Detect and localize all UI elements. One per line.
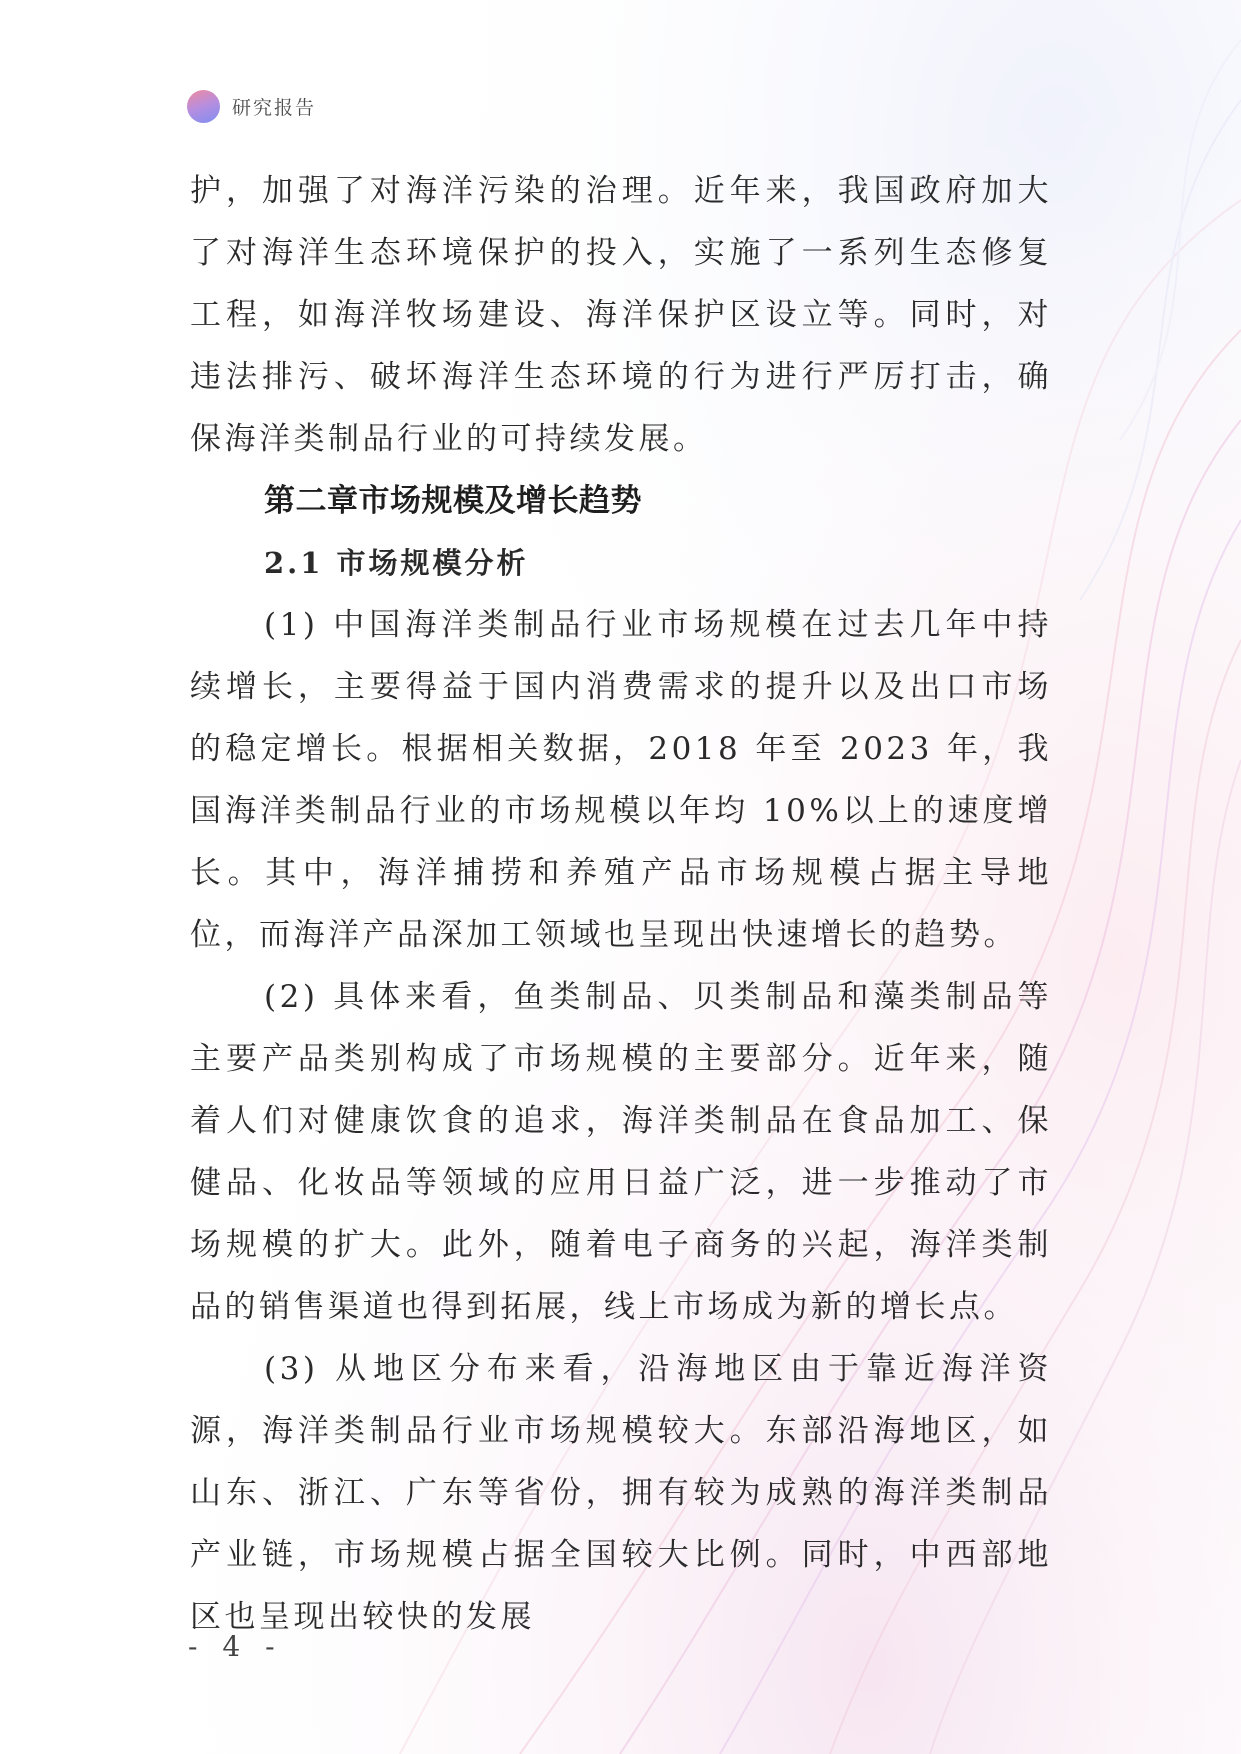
document-body <box>190 160 1052 1648</box>
paragraph-2: (2) 具体来看，鱼类制品、贝类制品和藻类制品等主要产品类别构成了市场规模的主要部分。近年来，随着人们对健康饮食的追求，海洋类制品在食品加工、保健品、化妆品等领域的应用日益广泛，进一步推动了市场规模的扩大。此外，随着电子商务的兴起，海洋类制品的销售渠道也得到拓展，线上市场成为新的增长点。 <box>190 979 1052 1325</box>
paragraph-intro: 护，加强了对海洋污染的治理。近年来，我国政府加大了对海洋生态环境保护的投入，实施了一系列生态修复工程，如海洋牧场建设、海洋保护区设立等。同时，对违法排污、破坏海洋生态环境的行为进行严厉打击，确保海洋类制品行业的可持续发展。 <box>190 173 1052 457</box>
paragraph-3: (3) 从地区分布来看，沿海地区由于靠近海洋资源，海洋类制品行业市场规模较大。东部沿海地区，如山东、浙江、广东等省份，拥有较为成熟的海洋类制品产业链，市场规模占据全国较大比例。同时，中西部地区也呈现出较快的发展 <box>190 1351 1052 1635</box>
chapter-heading: 第二章市场规模及增长趋势 <box>264 483 642 519</box>
page-number: - 4 - <box>188 1630 283 1663</box>
report-header <box>187 88 316 124</box>
section-heading: 2.1 市场规模分析 <box>264 546 529 580</box>
logo-circle-icon <box>187 90 220 123</box>
header-title: 研究报告 <box>232 96 317 119</box>
paragraph-1: (1) 中国海洋类制品行业市场规模在过去几年中持续增长，主要得益于国内消费需求的提升以及出口市场的稳定增长。根据相关数据，2018 年至 2023 年，我国海洋类制品行业的市场规模以年均 10%以上的速度增长。其中，海洋捕捞和养殖产品市场规模占据主导地位，而海洋产品深加工领域也呈现出快速增长的趋势。 <box>190 607 1052 953</box>
